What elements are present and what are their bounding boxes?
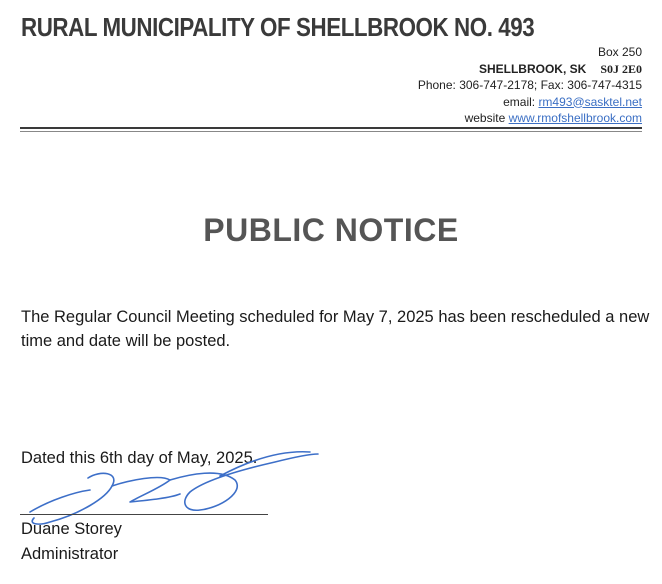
notice-body: The Regular Council Meeting scheduled for May 7, 2025 has been rescheduled a new time and date will be posted. bbox=[21, 308, 650, 350]
website-line bbox=[418, 110, 642, 127]
city-line bbox=[418, 61, 642, 78]
handwritten-signature bbox=[20, 440, 330, 530]
city: SHELLBROOK, SK bbox=[478, 61, 587, 76]
address-block bbox=[418, 44, 642, 127]
po-box: Box 250 bbox=[597, 45, 642, 59]
website-link[interactable]: www.rmofshellbrook.com bbox=[508, 111, 642, 125]
signature-stroke bbox=[30, 490, 90, 512]
signature-stroke bbox=[170, 454, 318, 510]
letterhead-title: RURAL MUNICIPALITY OF SHELLBROOK NO. 493 bbox=[21, 12, 535, 42]
letterhead-divider bbox=[20, 127, 642, 129]
signer-name: Duane Storey bbox=[21, 520, 122, 538]
website-label: website bbox=[464, 111, 509, 125]
signature-stroke bbox=[112, 478, 180, 502]
notice-title: PUBLIC NOTICE bbox=[203, 212, 459, 248]
signer-title: Administrator bbox=[21, 545, 119, 563]
email-label: email: bbox=[503, 94, 539, 109]
postal-code: S0J 2E0 bbox=[600, 61, 642, 76]
email-link[interactable]: rm493@sasktel.net bbox=[538, 94, 642, 109]
letterhead-divider-thin bbox=[20, 131, 642, 132]
signature-stroke bbox=[32, 473, 114, 524]
phone-fax: Phone: 306-747-2178; Fax: 306-747-4315 bbox=[417, 78, 642, 92]
email-line bbox=[418, 94, 642, 111]
dated-line: Dated this 6th day of May, 2025. bbox=[21, 449, 258, 467]
signature-line bbox=[20, 514, 268, 515]
